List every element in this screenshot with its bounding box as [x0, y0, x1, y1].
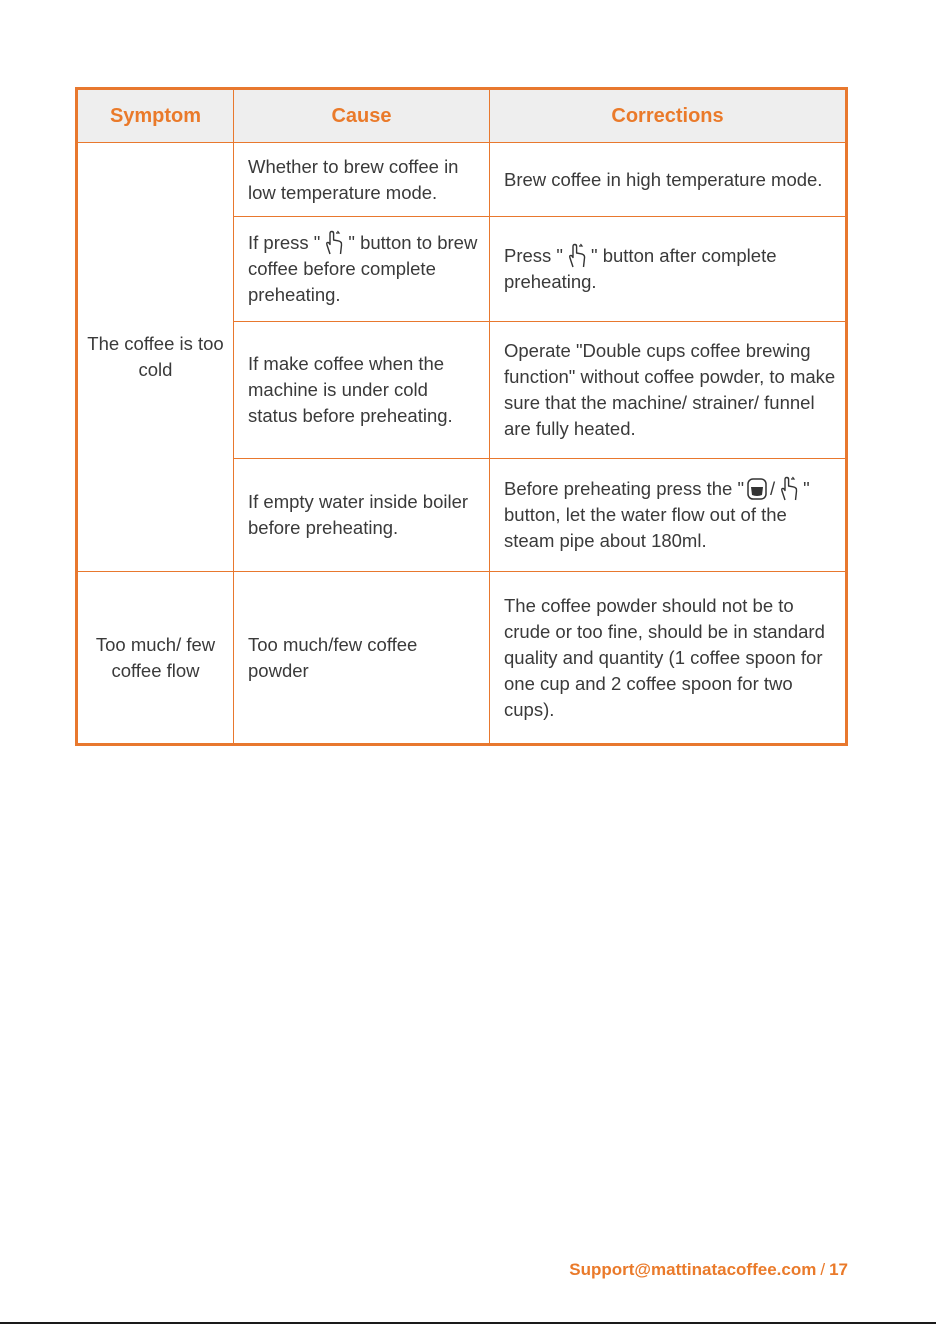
cause-cell: If press " " button to brew coffee before complete preheating.: [234, 217, 490, 322]
correction-cell: Before preheating press the " / " button, let the water flow out of the steam pipe about 180ml.: [490, 459, 847, 572]
correction-cell: Press " " button after complete preheating.: [490, 217, 847, 322]
table-header-row: [77, 89, 847, 143]
header-corrections: Corrections: [490, 89, 847, 143]
cause-cell: If make coffee when the machine is under cold status before preheating.: [234, 322, 490, 459]
hand-press-icon: [777, 476, 801, 502]
correction-cell: Brew coffee in high temperature mode.: [490, 143, 847, 217]
symptom-cell: Too much/ few coffee flow: [77, 572, 234, 745]
cause-cell: Whether to brew coffee in low temperature mode.: [234, 143, 490, 217]
header-cause: Cause: [234, 89, 490, 143]
footer-separator: /: [820, 1260, 826, 1279]
symptom-cell: The coffee is too cold: [77, 143, 234, 572]
support-email: Support@mattinatacoffee.com: [569, 1260, 817, 1279]
table-row: [77, 572, 847, 745]
cause-cell: Too much/few coffee powder: [234, 572, 490, 745]
hand-press-icon: [565, 243, 589, 269]
cause-cell: If empty water inside boiler before preheating.: [234, 459, 490, 572]
page-number: 17: [829, 1260, 848, 1279]
correction-cell: Operate "Double cups coffee brewing function" without coffee powder, to make sure that the machine/ strainer/ funnel are fully heated.: [490, 322, 847, 459]
table-row: [77, 143, 847, 217]
header-symptom: Symptom: [77, 89, 234, 143]
correction-cell: The coffee powder should not be to crude or too fine, should be in standard quality and quantity (1 coffee spoon for one cup and 2 coffee spoon for two cups).: [490, 572, 847, 745]
hand-press-icon: [322, 230, 346, 256]
troubleshooting-table: [75, 87, 848, 746]
cup-icon: [746, 477, 768, 501]
page-footer: [569, 1260, 848, 1280]
